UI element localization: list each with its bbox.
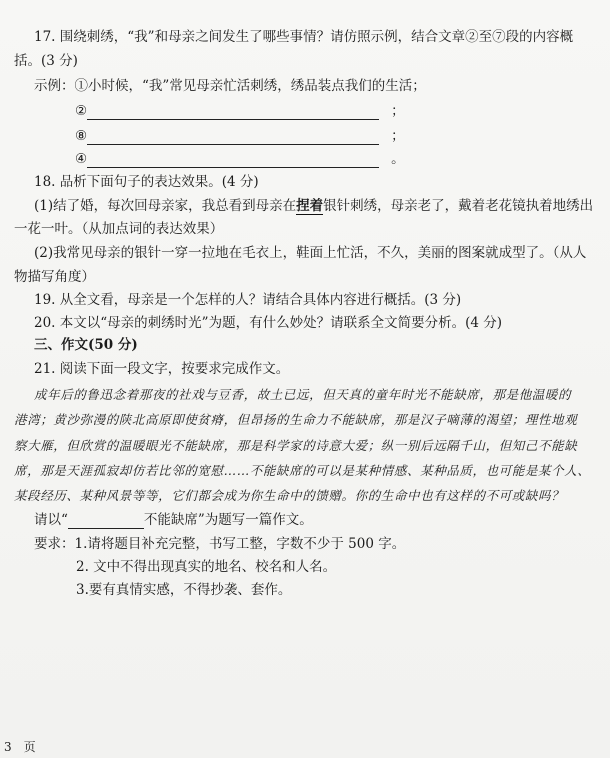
emphasized-word: 捏着: [296, 198, 324, 214]
q21-requirement-2: 2. 文中不得出现真实的地名、校名和人名。: [76, 559, 337, 575]
q21-prompt-pre: 请以“: [34, 512, 68, 528]
q17-blank-row-3: [75, 127, 405, 145]
answer-blank[interactable]: [87, 105, 379, 120]
q21-requirement-3: 3.要有真情实感，不得抄袭、套作。: [76, 582, 292, 598]
blank-label: ④: [75, 151, 88, 167]
q21-title: 21. 阅读下面一段文字，按要求完成作文。: [34, 361, 290, 377]
q21-prompt-post: 不能缺席”为题写一篇作文。: [143, 512, 313, 528]
q19-text: 19. 从全文看，母亲是一个怎样的人？请结合具体内容进行概括。(3 分): [34, 292, 462, 308]
q18-title: 18. 品析下面句子的表达效果。(4 分): [34, 174, 259, 190]
q17-line2: 括。(3 分): [14, 53, 78, 69]
q20-text: 20. 本文以“母亲的刺绣时光”为题，有什么妙处？请联系全文简要分析。(4 分): [34, 315, 502, 331]
q17-blank-row-2: [75, 102, 405, 120]
q21-passage-line4: 席，那是天涯孤寂却仿若比邻的宽慰……不能缺席的可以是某种情感、某种品质，也可能是某个人、: [14, 463, 591, 478]
q18-s2-line1: (2)我常见母亲的银针一穿一拉地在毛衣上，鞋面上忙活，不久，美丽的图案就成型了。（从人: [34, 245, 587, 261]
q21-prompt: [34, 511, 313, 529]
q17-example: 示例：①小时候，“我”常见母亲忙活刺绣，绣品装点我们的生活；: [34, 78, 426, 94]
q18-s1-line2: 一花一叶。（从加点词的表达效果）: [14, 221, 224, 237]
blank-label: ②: [75, 103, 88, 119]
blank-end-punct: 。: [391, 151, 405, 167]
page-number-char: 页: [23, 740, 36, 754]
q21-requirement-1: 要求：1.请将题目补充完整，书写工整，字数不少于 500 字。: [34, 536, 406, 552]
q17-line1: 17. 围绕刺绣，“我”和母亲之间发生了哪些事情？请仿照示例，结合文章②至⑦段的内容概: [34, 29, 574, 45]
answer-blank[interactable]: [87, 130, 379, 145]
blank-end-punct: ；: [391, 103, 405, 119]
q18-s1-line1: [34, 197, 593, 215]
blank-end-punct: ；: [391, 128, 405, 144]
title-blank[interactable]: [68, 515, 144, 529]
q17-blank-row-4: [75, 150, 405, 168]
q21-passage-line5: 某段经历、某种风景等等，它们都会成为你生命中的馈赠。你的生命中也有这样的不可或缺吗？: [14, 488, 565, 503]
answer-blank[interactable]: [87, 153, 379, 168]
q21-passage-line1: 成年后的鲁迅念着那夜的社戏与豆香，故土已远，但天真的童年时光不能缺席，那是他温暖的: [34, 387, 572, 402]
page-number-digit: 3: [4, 740, 12, 754]
page-number: [4, 738, 36, 755]
blank-label: ⑧: [75, 128, 88, 144]
q18-s1-text: 银针刺绣，母亲老了，戴着老花镜执着地绣出: [323, 198, 594, 214]
q18-s1-text: (1)结了婚，每次回母亲家，我总看到母亲在: [34, 198, 297, 214]
section-title-composition: 三、作文(50 分): [34, 337, 138, 353]
q21-passage-line2: 港湾；黄沙弥漫的陕北高原即使贫瘠，但昂扬的生命力不能缺席，那是汉子嘀薄的渴望；理性地观: [14, 412, 578, 427]
q18-s2-line2: 物描写角度）: [14, 269, 95, 285]
q21-passage-line3: 察大雁，但欣赏的温暖眼光不能缺席，那是科学家的诗意大爱；纵一别后远隔千山，但知己不能缺: [14, 438, 578, 453]
